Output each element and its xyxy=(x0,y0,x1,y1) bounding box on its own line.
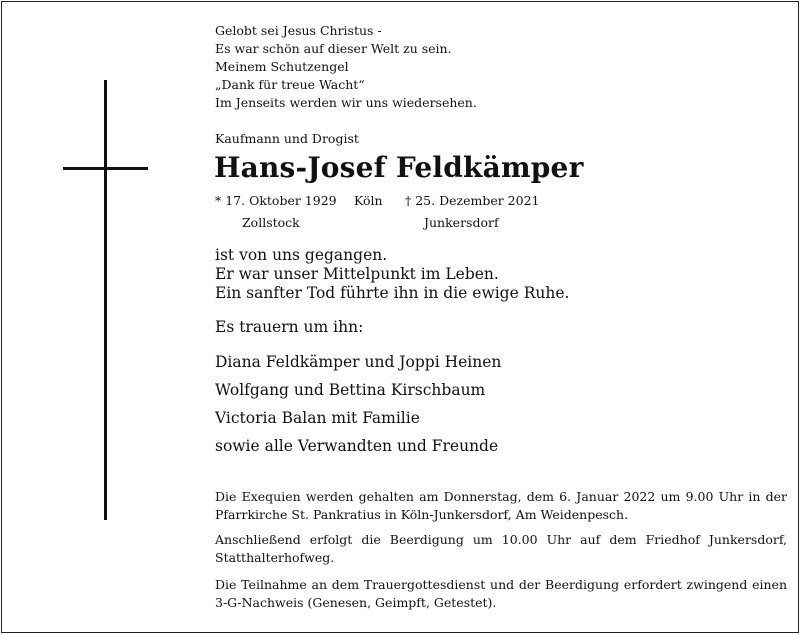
death-date: † 25. Dezember 2021 xyxy=(405,193,540,208)
exequies-notice: Die Exequien werden gehalten am Donnerstag, dem 6. Januar 2022 um 9.00 Uhr in der Pfarrkirche St. Pankratius in Köln-Junkersdorf, Am Weidenpesch. xyxy=(215,489,787,522)
mourner-name: Diana Feldkämper und Joppi Heinen xyxy=(215,353,502,371)
poem-line: „Dank für treue Wacht“ xyxy=(215,77,365,92)
mourner-name: sowie alle Verwandten und Freunde xyxy=(215,437,499,455)
mourners-intro: Es trauern um ihn: xyxy=(215,318,364,336)
passage-line: ist von uns gegangen. xyxy=(215,246,388,264)
passage xyxy=(215,246,569,303)
cross-horizontal-bar xyxy=(63,167,148,170)
covid-notice: Die Teilnahme an dem Trauergottesdienst und der Beerdigung erfordert zwingend einen 3-G-Nachweis (Genesen, Geimpft, Getestet). xyxy=(215,577,787,610)
cross-vertical-bar xyxy=(104,80,107,520)
poem-line: Im Jenseits werden wir uns wiedersehen. xyxy=(215,95,477,110)
burial-notice: Anschließend erfolgt die Beerdigung um 10.00 Uhr auf dem Friedhof Junkersdorf, Statthalterhofweg. xyxy=(215,532,787,565)
city: Köln xyxy=(354,193,383,208)
mourners-list xyxy=(215,352,501,464)
poem-line: Meinem Schutzengel xyxy=(215,59,349,74)
birth-place: Zollstock xyxy=(242,215,300,230)
death-place: Junkersdorf xyxy=(424,215,499,230)
poem xyxy=(215,22,477,112)
passage-line: Er war unser Mittelpunkt im Leben. xyxy=(215,265,499,283)
deceased-name: Hans-Josef Feldkämper xyxy=(214,151,584,184)
mourner-name: Victoria Balan mit Familie xyxy=(215,409,420,427)
passage-line: Ein sanfter Tod führte ihn in die ewige Ruhe. xyxy=(215,284,570,302)
occupation: Kaufmann und Drogist xyxy=(215,131,359,146)
birth-date: * 17. Oktober 1929 xyxy=(215,193,337,208)
poem-line: Gelobt sei Jesus Christus - xyxy=(215,23,382,38)
poem-line: Es war schön auf dieser Welt zu sein. xyxy=(215,41,452,56)
mourner-name: Wolfgang und Bettina Kirschbaum xyxy=(215,381,486,399)
